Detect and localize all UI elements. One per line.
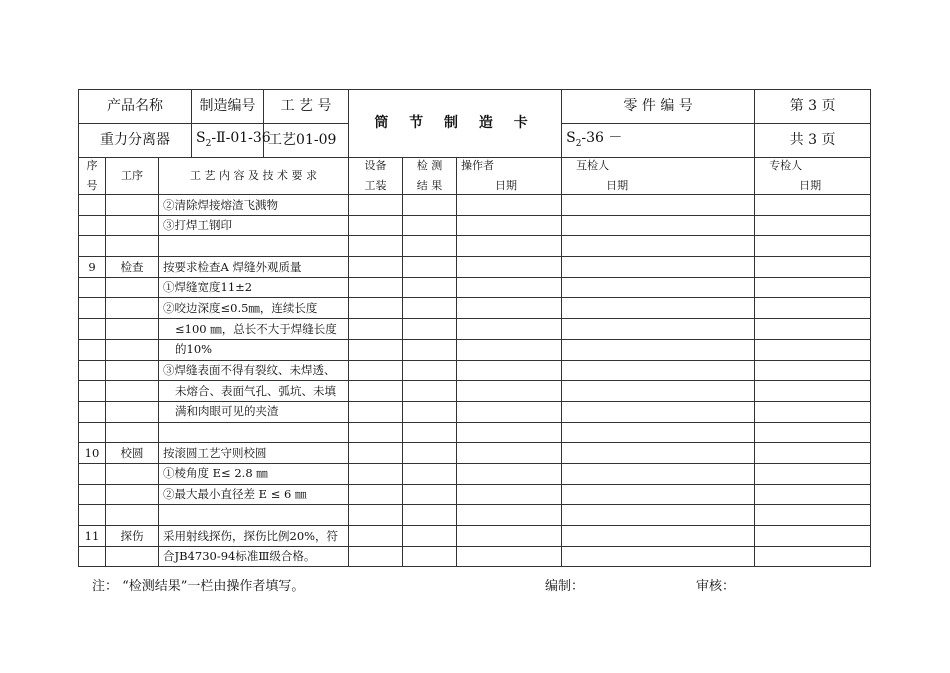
row-content xyxy=(159,422,349,443)
row-step xyxy=(106,298,159,319)
col-operator: 操作者 日期 xyxy=(457,158,562,195)
row-content: 按滚圆工艺守则校圆 xyxy=(159,443,349,464)
row-mutual-check xyxy=(562,277,755,298)
row-content: ①焊缝宽度11±2 xyxy=(159,277,349,298)
row-mutual-check xyxy=(562,298,755,319)
row-step xyxy=(106,339,159,360)
row-seq xyxy=(79,236,106,257)
row-step: 探伤 xyxy=(106,526,159,547)
row-equipment xyxy=(349,484,403,505)
row-result xyxy=(403,277,457,298)
row-mutual-check xyxy=(562,526,755,547)
row-equipment xyxy=(349,339,403,360)
row-step xyxy=(106,195,159,216)
row-special-check xyxy=(755,360,871,381)
row-equipment xyxy=(349,505,403,526)
row-operator xyxy=(457,484,562,505)
table-row xyxy=(79,443,871,464)
row-special-check xyxy=(755,195,871,216)
row-content: 采用射线探伤，探伤比例20%，符 xyxy=(159,526,349,547)
mfg-no: $S_2-Ⅱ-01-36$ xyxy=(192,124,264,158)
row-special-check xyxy=(755,381,871,402)
table-row xyxy=(79,298,871,319)
part-no: $S_2-36$ － xyxy=(562,124,755,158)
row-seq: 10 xyxy=(79,443,106,464)
row-step xyxy=(106,546,159,567)
row-special-check xyxy=(755,546,871,567)
table-row xyxy=(79,546,871,567)
row-special-check xyxy=(755,339,871,360)
row-operator xyxy=(457,236,562,257)
table-row xyxy=(79,401,871,422)
process-no: 工艺01-09 xyxy=(264,124,349,158)
row-result xyxy=(403,463,457,484)
table-row xyxy=(79,505,871,526)
row-equipment xyxy=(349,319,403,340)
row-content: 的10% xyxy=(159,339,349,360)
row-equipment xyxy=(349,236,403,257)
row-mutual-check xyxy=(562,484,755,505)
row-seq xyxy=(79,381,106,402)
row-mutual-check xyxy=(562,422,755,443)
row-content: ②咬边深度≤0.5㎜，连续长度 xyxy=(159,298,349,319)
row-special-check xyxy=(755,422,871,443)
row-seq xyxy=(79,505,106,526)
row-operator xyxy=(457,339,562,360)
row-special-check xyxy=(755,257,871,278)
row-special-check xyxy=(755,319,871,340)
row-result xyxy=(403,236,457,257)
row-content: 满和肉眼可见的夹渣 xyxy=(159,401,349,422)
mfg-no-label: 制造编号 xyxy=(192,90,264,124)
col-step: 工序 xyxy=(106,158,159,195)
row-content: ③打焊工钢印 xyxy=(159,215,349,236)
row-seq xyxy=(79,401,106,422)
row-operator xyxy=(457,195,562,216)
row-mutual-check xyxy=(562,339,755,360)
row-mutual-check xyxy=(562,195,755,216)
row-result xyxy=(403,360,457,381)
row-special-check xyxy=(755,215,871,236)
row-special-check xyxy=(755,298,871,319)
row-content: ③焊缝表面不得有裂纹、未焊透、 xyxy=(159,360,349,381)
row-result xyxy=(403,339,457,360)
row-step xyxy=(106,319,159,340)
row-mutual-check xyxy=(562,463,755,484)
row-equipment xyxy=(349,215,403,236)
row-seq xyxy=(79,546,106,567)
row-equipment xyxy=(349,195,403,216)
row-seq xyxy=(79,319,106,340)
row-mutual-check xyxy=(562,215,755,236)
row-step xyxy=(106,463,159,484)
table-row xyxy=(79,381,871,402)
process-no-label: 工 艺 号 xyxy=(264,90,349,124)
row-operator xyxy=(457,443,562,464)
total-pages: 共 3 页 xyxy=(755,124,871,158)
row-mutual-check xyxy=(562,319,755,340)
row-content xyxy=(159,236,349,257)
row-step xyxy=(106,360,159,381)
row-operator xyxy=(457,422,562,443)
prepared-by: 编制： xyxy=(545,579,585,594)
row-content: ≤100 ㎜，总长不大于焊缝长度 xyxy=(159,319,349,340)
table-row xyxy=(79,526,871,547)
row-mutual-check xyxy=(562,381,755,402)
row-result xyxy=(403,484,457,505)
row-equipment xyxy=(349,546,403,567)
row-mutual-check xyxy=(562,257,755,278)
row-equipment xyxy=(349,463,403,484)
row-operator xyxy=(457,381,562,402)
row-operator xyxy=(457,546,562,567)
row-mutual-check xyxy=(562,443,755,464)
row-content: ②最大最小直径差 E ≤ 6 ㎜ xyxy=(159,484,349,505)
row-content: ②清除焊接熔渣飞溅物 xyxy=(159,195,349,216)
row-seq xyxy=(79,360,106,381)
row-operator xyxy=(457,401,562,422)
row-seq xyxy=(79,422,106,443)
page-number: 第 3 页 xyxy=(755,90,871,124)
col-special-check: 专检人 日期 xyxy=(755,158,871,195)
col-seq: 序 号 xyxy=(79,158,106,195)
row-seq xyxy=(79,298,106,319)
row-result xyxy=(403,505,457,526)
row-result xyxy=(403,546,457,567)
row-equipment xyxy=(349,257,403,278)
table-row xyxy=(79,277,871,298)
row-seq xyxy=(79,277,106,298)
row-special-check xyxy=(755,443,871,464)
row-step xyxy=(106,215,159,236)
row-equipment xyxy=(349,298,403,319)
product-name: 重力分离器 xyxy=(79,124,192,158)
footer-note: 注： “检测结果”一栏由操作者填写。 xyxy=(92,579,305,594)
row-step: 校圆 xyxy=(106,443,159,464)
row-equipment xyxy=(349,381,403,402)
row-content xyxy=(159,505,349,526)
row-result xyxy=(403,443,457,464)
row-seq xyxy=(79,484,106,505)
product-name-label: 产品名称 xyxy=(79,90,192,124)
row-step xyxy=(106,505,159,526)
row-step xyxy=(106,277,159,298)
row-equipment xyxy=(349,526,403,547)
row-result xyxy=(403,215,457,236)
table-row xyxy=(79,463,871,484)
row-step: 检查 xyxy=(106,257,159,278)
row-operator xyxy=(457,319,562,340)
col-content: 工 艺 内 容 及 技 术 要 求 xyxy=(159,158,349,195)
row-result xyxy=(403,381,457,402)
reviewed-by: 审核： xyxy=(696,579,736,594)
row-result xyxy=(403,401,457,422)
row-operator xyxy=(457,277,562,298)
row-step xyxy=(106,236,159,257)
row-equipment xyxy=(349,277,403,298)
card-title: 筒 节 制 造 卡 xyxy=(349,90,562,158)
row-result xyxy=(403,195,457,216)
row-mutual-check xyxy=(562,236,755,257)
table-row xyxy=(79,422,871,443)
row-equipment xyxy=(349,360,403,381)
row-seq xyxy=(79,339,106,360)
row-operator xyxy=(457,215,562,236)
row-content: 合JB4730-94标准Ⅲ级合格。 xyxy=(159,546,349,567)
table-row xyxy=(79,484,871,505)
row-result xyxy=(403,422,457,443)
table-row xyxy=(79,236,871,257)
table-row xyxy=(79,215,871,236)
row-special-check xyxy=(755,277,871,298)
row-step xyxy=(106,381,159,402)
row-result xyxy=(403,257,457,278)
row-mutual-check xyxy=(562,546,755,567)
row-step xyxy=(106,484,159,505)
row-mutual-check xyxy=(562,505,755,526)
row-mutual-check xyxy=(562,401,755,422)
table-body xyxy=(79,195,871,567)
row-result xyxy=(403,298,457,319)
row-seq: 9 xyxy=(79,257,106,278)
row-operator xyxy=(457,463,562,484)
card-table xyxy=(78,89,871,567)
row-mutual-check xyxy=(562,360,755,381)
process-card xyxy=(78,89,870,567)
row-seq xyxy=(79,215,106,236)
row-seq xyxy=(79,195,106,216)
table-row xyxy=(79,339,871,360)
row-step xyxy=(106,422,159,443)
row-special-check xyxy=(755,484,871,505)
col-mutual-check: 互检人 日期 xyxy=(562,158,755,195)
row-special-check xyxy=(755,236,871,257)
table-row xyxy=(79,360,871,381)
col-result: 检 测 结 果 xyxy=(403,158,457,195)
row-content: 按要求检查A 焊缝外观质量 xyxy=(159,257,349,278)
row-operator xyxy=(457,298,562,319)
row-operator xyxy=(457,257,562,278)
col-equipment: 设备 工装 xyxy=(349,158,403,195)
row-equipment xyxy=(349,401,403,422)
row-seq: 11 xyxy=(79,526,106,547)
row-result xyxy=(403,526,457,547)
part-no-label: 零 件 编 号 xyxy=(562,90,755,124)
row-special-check xyxy=(755,526,871,547)
row-operator xyxy=(457,505,562,526)
table-row xyxy=(79,195,871,216)
row-equipment xyxy=(349,422,403,443)
row-operator xyxy=(457,526,562,547)
table-row xyxy=(79,257,871,278)
table-row xyxy=(79,319,871,340)
row-result xyxy=(403,319,457,340)
row-content: ①棱角度 E≤ 2.8 ㎜ xyxy=(159,463,349,484)
row-content: 未熔合、表面气孔、弧坑、未填 xyxy=(159,381,349,402)
row-step xyxy=(106,401,159,422)
row-special-check xyxy=(755,463,871,484)
row-operator xyxy=(457,360,562,381)
row-special-check xyxy=(755,401,871,422)
row-special-check xyxy=(755,505,871,526)
row-equipment xyxy=(349,443,403,464)
row-seq xyxy=(79,463,106,484)
